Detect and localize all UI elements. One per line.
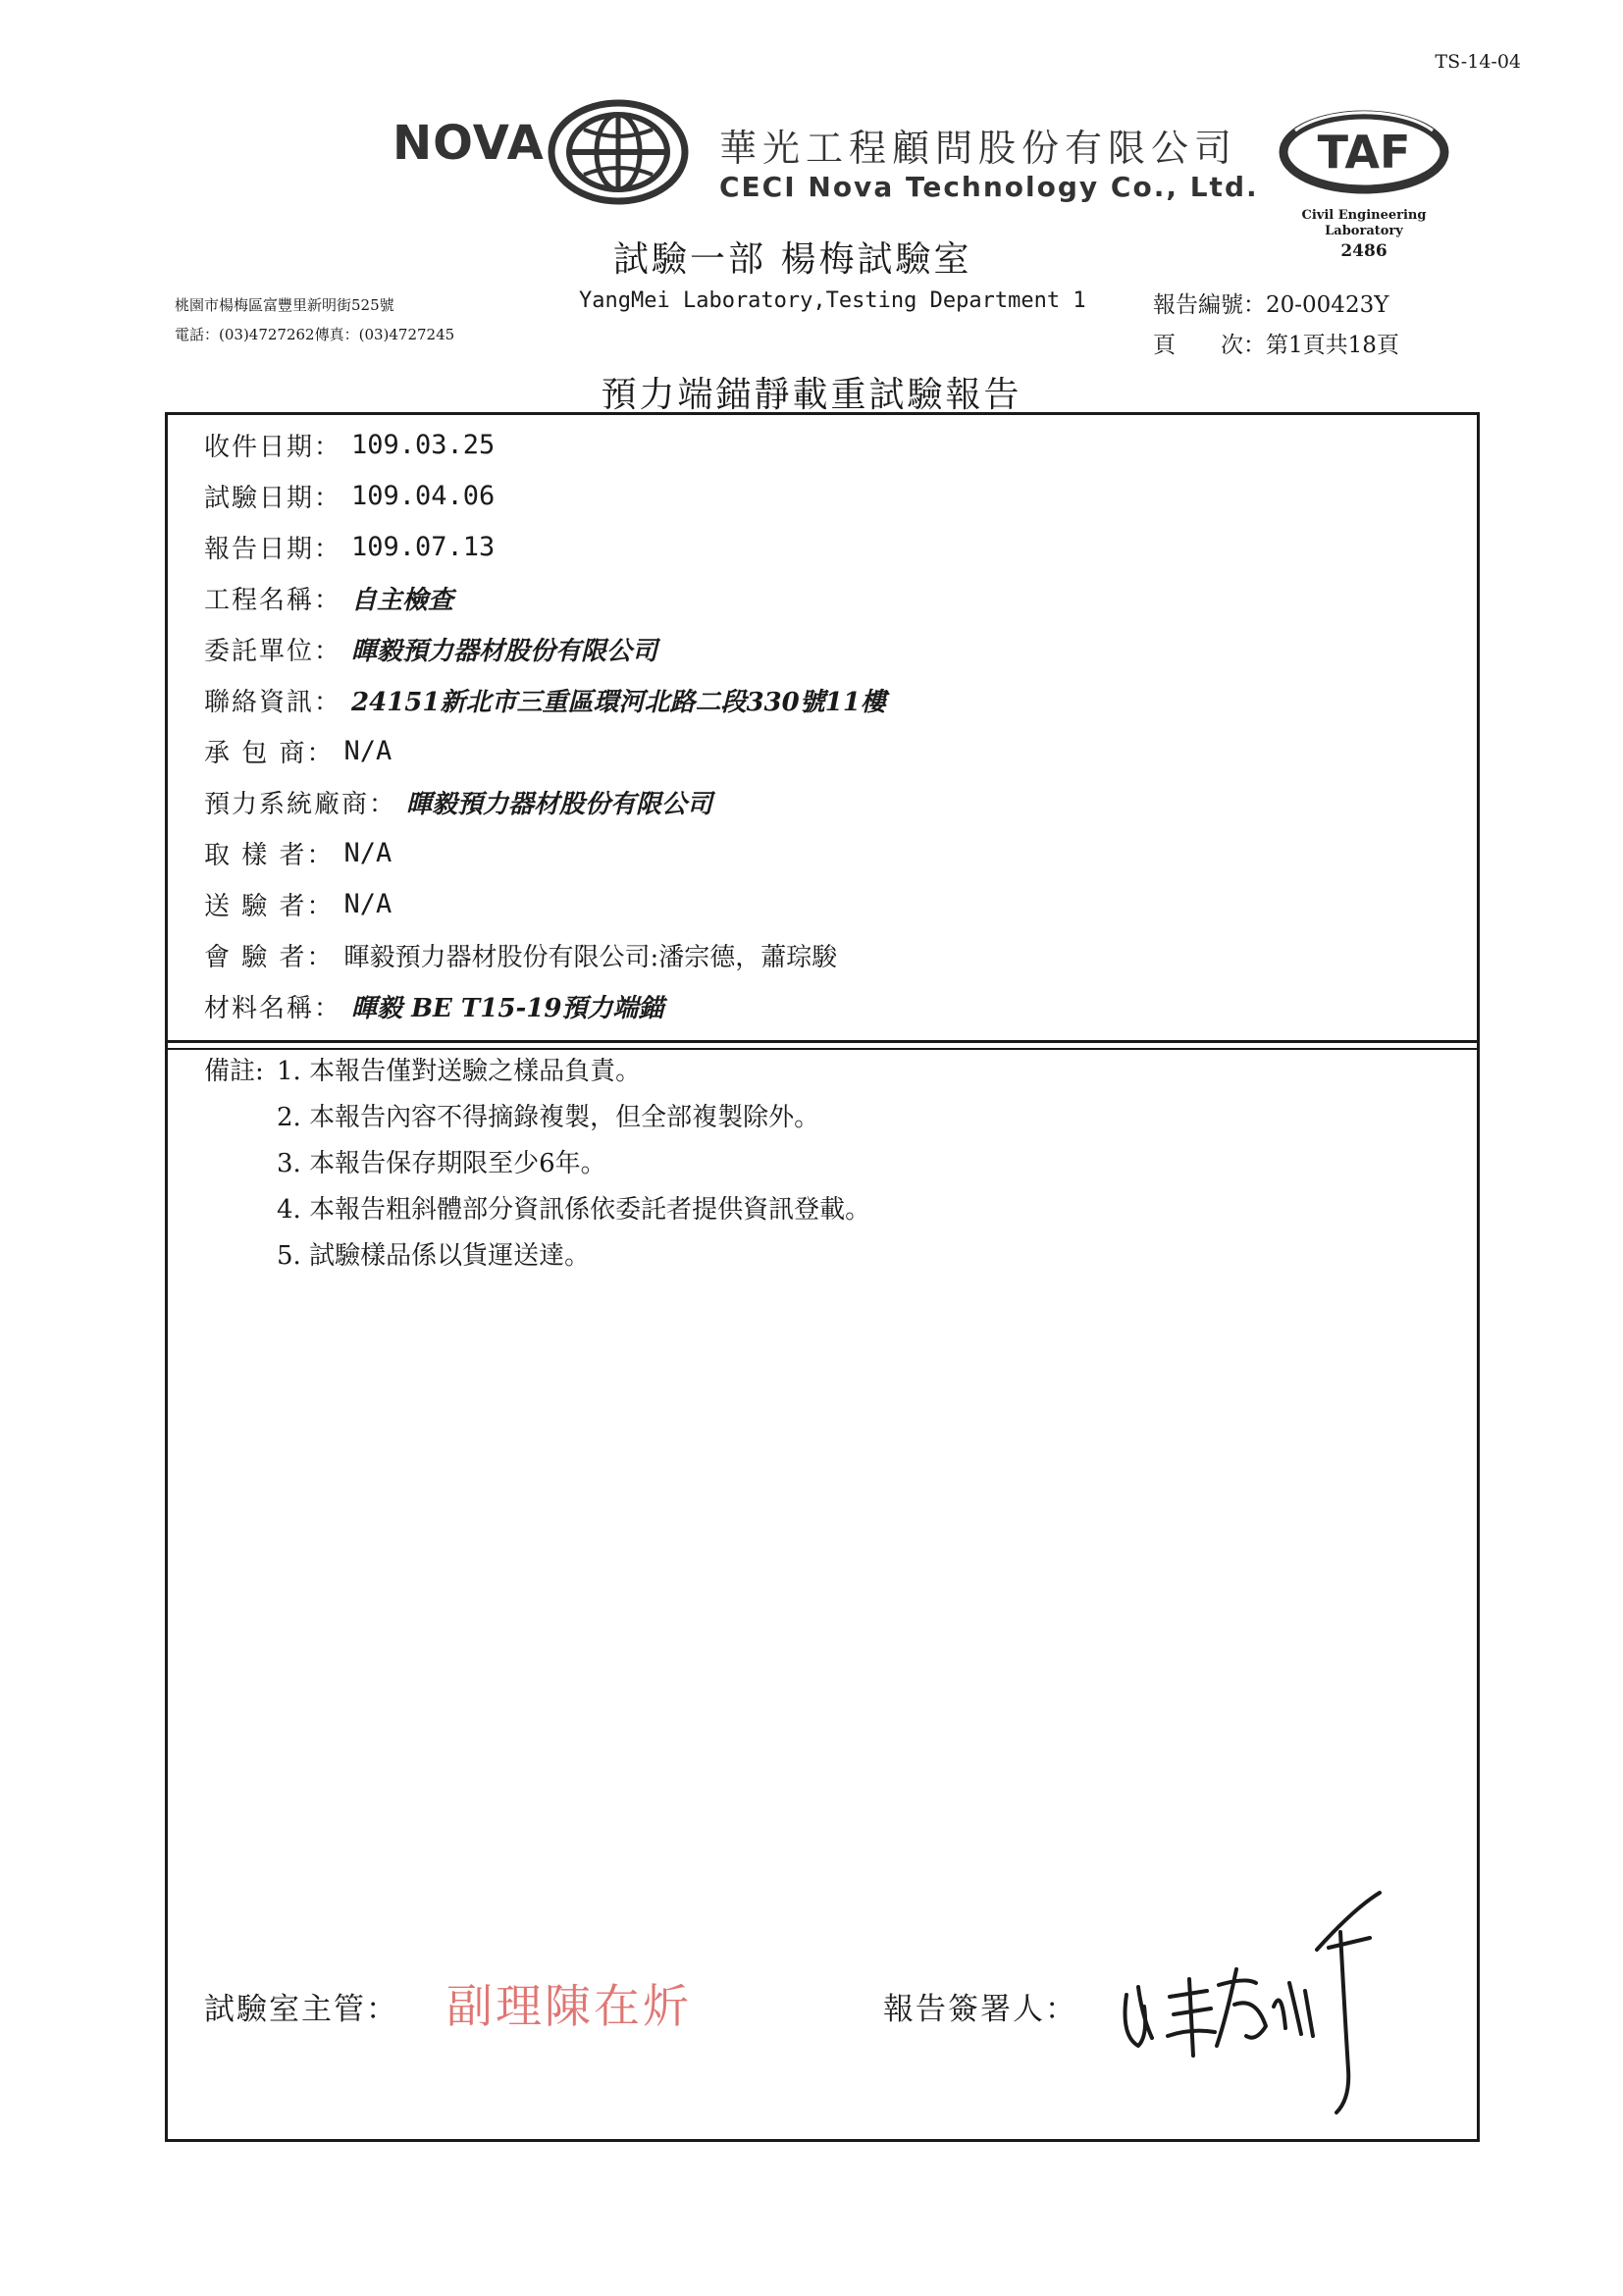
taf-caption-line2: Laboratory xyxy=(1325,224,1403,238)
field-label: 會 驗 者： xyxy=(204,942,335,972)
field-row-material xyxy=(204,986,663,1025)
taf-logo xyxy=(1276,103,1452,201)
taf-logo-text: TAF xyxy=(1317,126,1411,179)
field-value: 暉毅預力器材股份有限公司 xyxy=(406,789,713,819)
field-value: 109.04.06 xyxy=(351,480,496,511)
field-label: 工程名稱： xyxy=(204,585,342,615)
field-label: 材料名稱： xyxy=(204,993,342,1023)
field-label: 預力系統廠商： xyxy=(204,789,397,819)
taf-number: 2486 xyxy=(1340,241,1387,261)
field-label: 委託單位： xyxy=(204,636,342,666)
field-value: 109.07.13 xyxy=(351,531,496,562)
department-chinese: 試驗一部 楊梅試驗室 xyxy=(613,239,972,280)
company-name-english: CECI Nova Technology Co., Ltd. xyxy=(719,171,1259,203)
field-row-test-date xyxy=(204,476,495,515)
report-title: 預力端錨靜載重試驗報告 xyxy=(601,375,1022,415)
field-value: N/A xyxy=(343,888,393,919)
field-row-contact xyxy=(204,680,886,719)
field-value: 自主檢查 xyxy=(351,585,454,615)
report-frame xyxy=(165,412,1480,2142)
field-value: N/A xyxy=(343,735,393,766)
note-item: 1. 本報告僅對送驗之樣品負責。 xyxy=(277,1057,642,1086)
field-value: 暉毅 BE T15-19預力端錨 xyxy=(351,993,664,1023)
note-item: 4. 本報告粗斜體部分資訊係依委託者提供資訊登載。 xyxy=(277,1195,871,1225)
field-row-project-name xyxy=(204,578,453,617)
note-item: 5. 試驗樣品係以貨運送達。 xyxy=(277,1241,591,1271)
section-divider xyxy=(165,1040,1480,1043)
field-value: 暉毅預力器材股份有限公司 xyxy=(351,636,658,666)
field-label: 聯絡資訊： xyxy=(204,687,342,717)
notes-label: 備註: xyxy=(204,1057,264,1086)
field-label: 取 樣 者： xyxy=(204,840,335,870)
field-value: N/A xyxy=(343,837,393,868)
taf-caption-line1: Civil Engineering xyxy=(1301,208,1427,223)
lab-supervisor-stamp: 副理陳在炘 xyxy=(446,1980,692,2034)
field-label: 報告日期： xyxy=(204,534,342,564)
report-number: 報告編號：20-00423Y xyxy=(1153,292,1389,318)
document-code: TS-14-04 xyxy=(1435,51,1521,73)
field-label: 送 驗 者： xyxy=(204,891,335,921)
page-number: 頁 次：第1頁共18頁 xyxy=(1153,333,1399,358)
field-row-witness xyxy=(204,935,837,974)
field-row-received-date xyxy=(204,425,495,464)
field-label: 承 包 商： xyxy=(204,738,335,768)
field-row-submitter xyxy=(204,884,392,923)
field-label: 收件日期： xyxy=(204,432,342,462)
field-label: 試驗日期： xyxy=(204,483,342,513)
field-row-sampler xyxy=(204,833,392,872)
field-row-report-date xyxy=(204,527,495,566)
report-signer-label: 報告簽署人： xyxy=(883,1992,1077,2027)
handwritten-signature xyxy=(1109,1889,1403,2124)
field-row-contractor xyxy=(204,731,392,770)
phone-fax: 電話：(03)4727262傳真：(03)4727245 xyxy=(175,326,455,343)
note-item: 3. 本報告保存期限至少6年。 xyxy=(277,1149,606,1178)
company-name-chinese: 華光工程顧問股份有限公司 xyxy=(719,127,1238,170)
field-row-client xyxy=(204,629,657,668)
nova-globe-logo xyxy=(545,98,692,206)
note-item: 2. 本報告內容不得摘錄複製，但全部複製除外。 xyxy=(277,1103,820,1132)
department-english: YangMei Laboratory,Testing Department 1 xyxy=(579,288,1086,313)
field-row-prestress-vendor xyxy=(204,782,712,821)
field-value: 109.03.25 xyxy=(351,429,496,460)
section-divider xyxy=(165,1048,1480,1050)
field-value: 24151新北市三重區環河北路二段330號11樓 xyxy=(351,687,886,717)
nova-wordmark: NOVA xyxy=(393,116,545,171)
lab-supervisor-label: 試驗室主管： xyxy=(204,1992,398,2027)
address: 桃園市楊梅區富豐里新明街525號 xyxy=(175,296,394,314)
field-value: 暉毅預力器材股份有限公司:潘宗德，蕭琮駿 xyxy=(343,942,838,972)
